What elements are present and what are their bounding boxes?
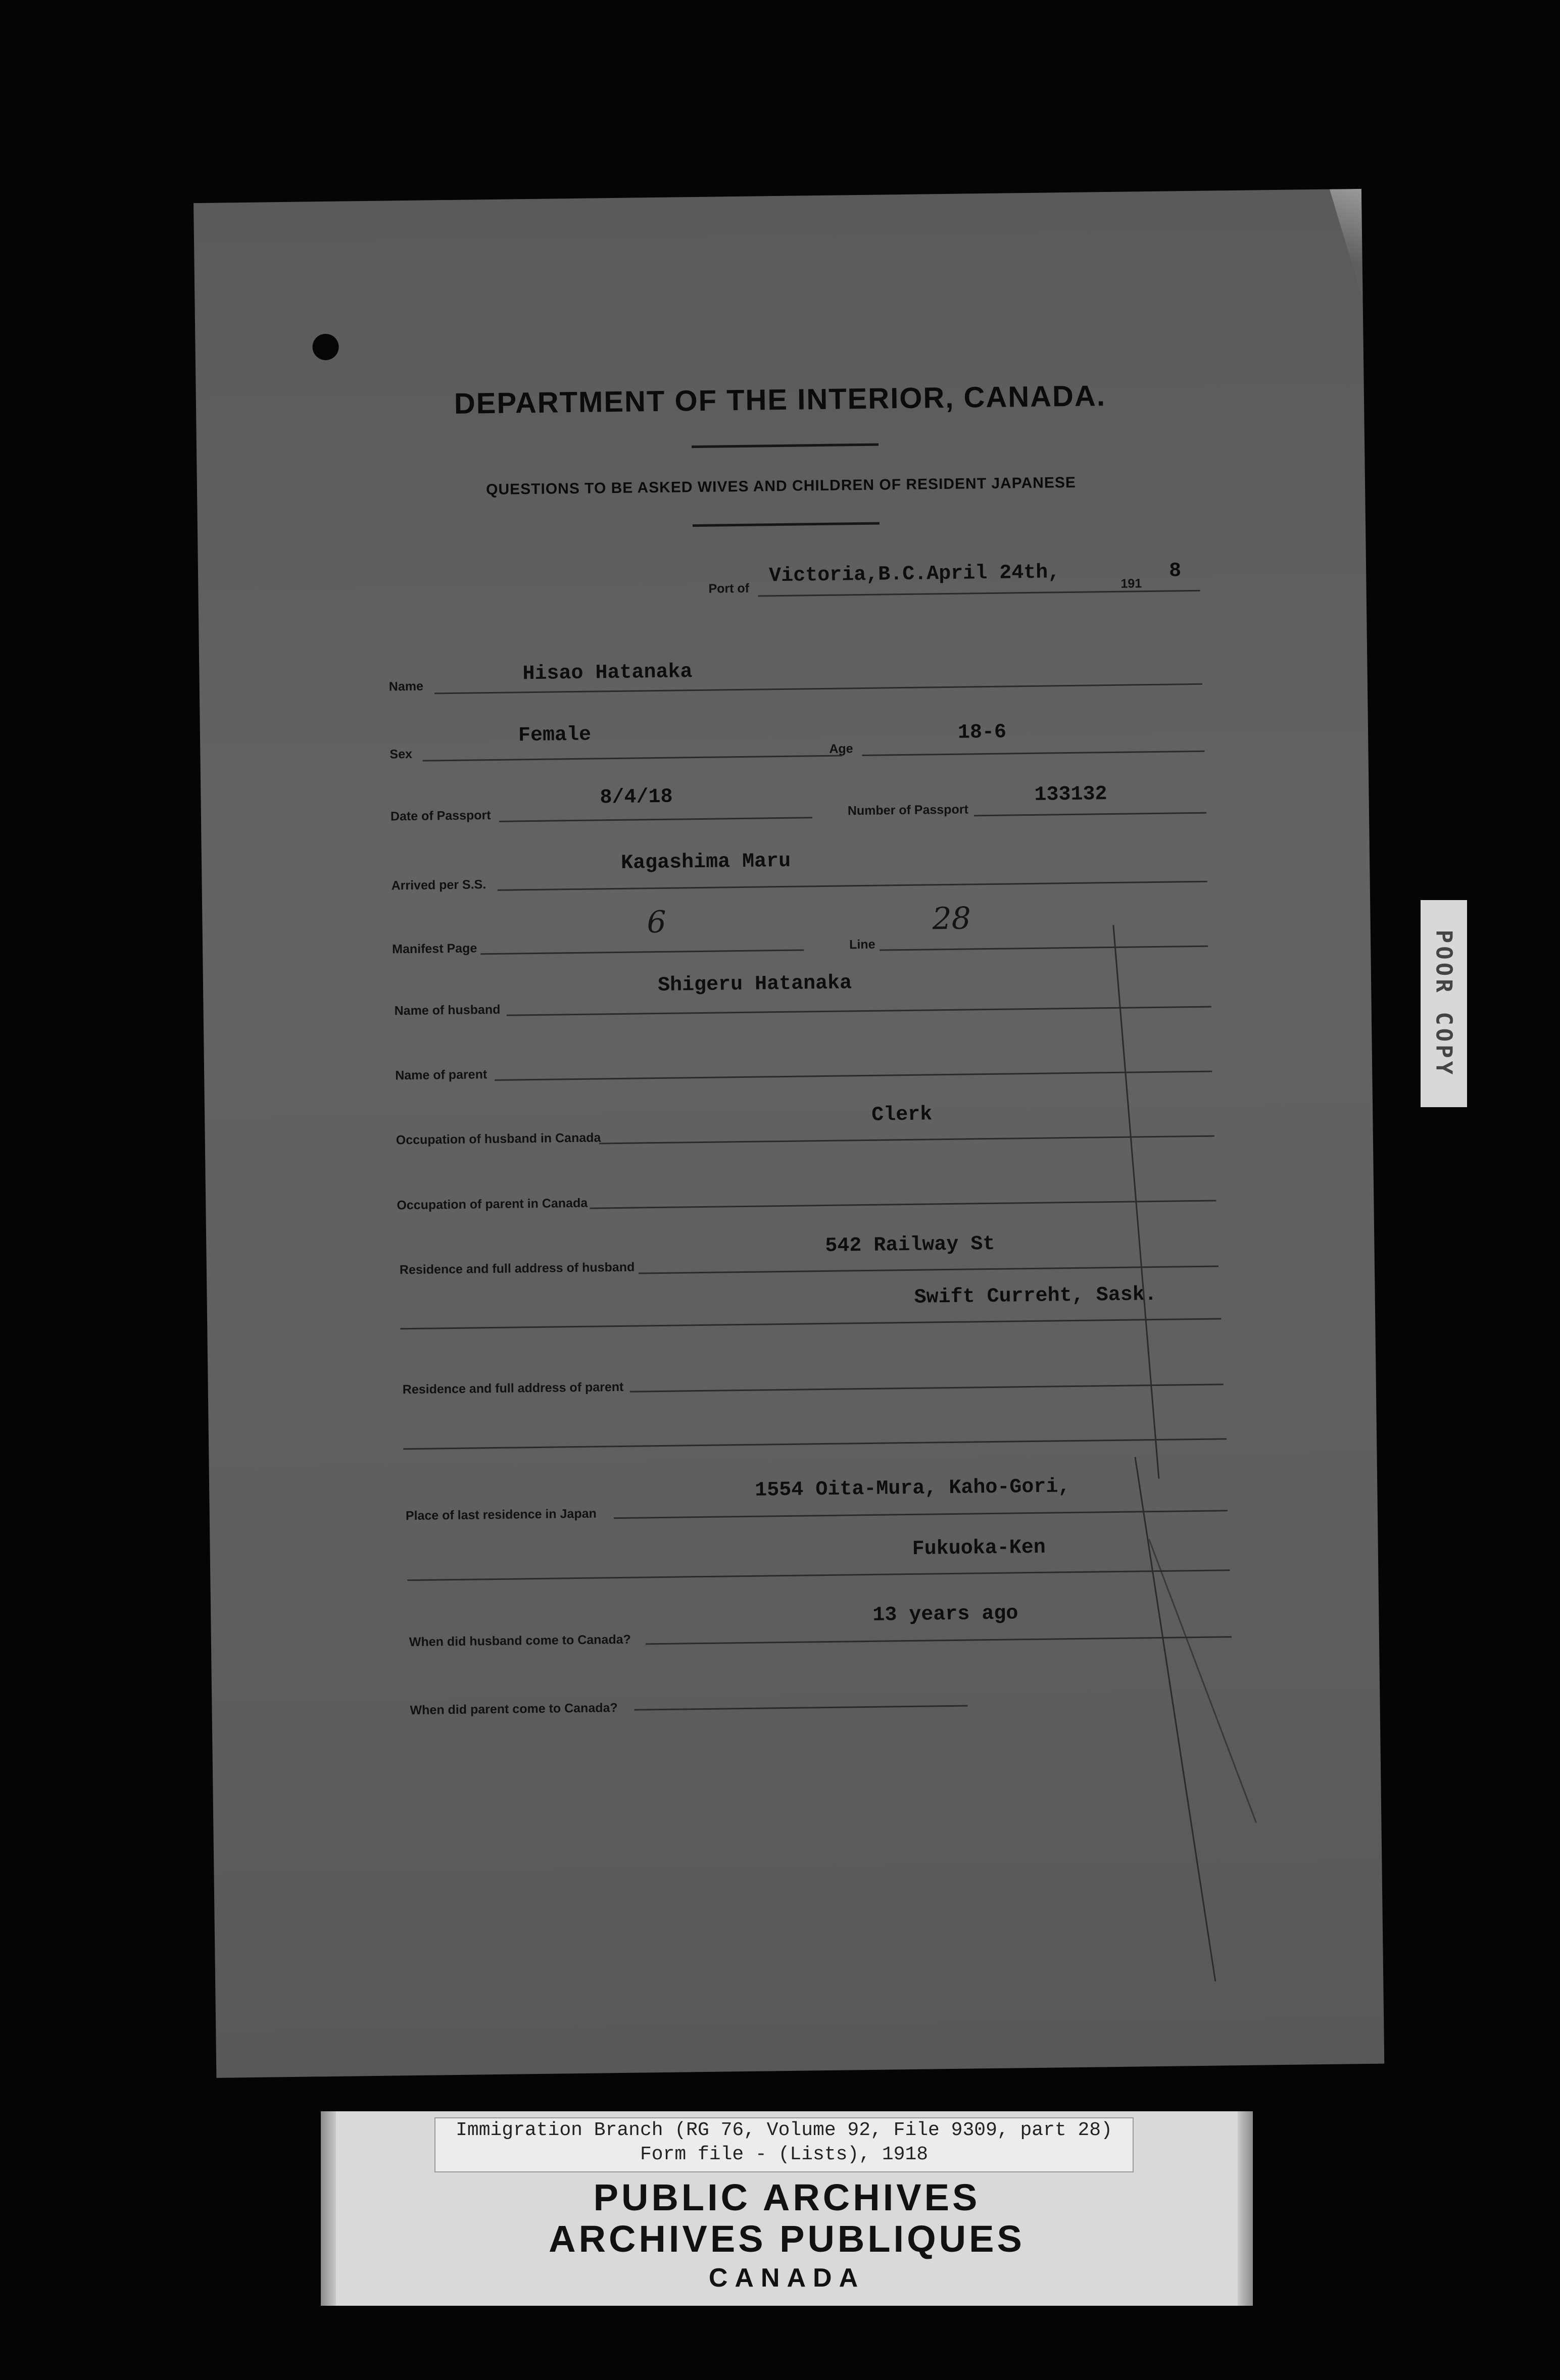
immigration-form [193, 189, 1384, 2078]
passport-date-label: Date of Passport [390, 808, 491, 824]
passport-number-value: 133132 [1034, 783, 1107, 807]
arrived-line [498, 881, 1207, 891]
arrived-label: Arrived per S.S. [391, 877, 486, 893]
husband-residence-label: Residence and full address of husband [399, 1260, 635, 1277]
archives-line-3: CANADA [708, 2263, 865, 2293]
archives-card [321, 2111, 1253, 2306]
reference-line-1: Immigration Branch (RG 76, Volume 92, File 9309, part 28) [456, 2119, 1112, 2141]
paper-crease [1148, 1539, 1257, 1823]
folded-corner [1316, 189, 1363, 301]
husband-residence-line-2 [400, 1318, 1221, 1329]
line-label: Line [849, 937, 875, 952]
name-label: Name [388, 679, 424, 694]
husband-name-line [507, 1006, 1211, 1016]
parent-occupation-line [590, 1200, 1216, 1209]
japan-residence-line-2 [407, 1569, 1230, 1581]
year-prefix: 191 [1120, 576, 1142, 591]
port-label: Port of [708, 581, 750, 596]
husband-came-value: 13 years ago [872, 1602, 1018, 1627]
parent-residence-line-2 [403, 1438, 1227, 1450]
sex-label: Sex [389, 747, 413, 762]
title-rule [692, 443, 879, 449]
passport-number-label: Number of Passport [847, 802, 968, 818]
husband-residence-line2: Swift Curreht, Sask. [914, 1283, 1157, 1309]
japan-residence-line2: Fukuoka-Ken [912, 1536, 1046, 1561]
subtitle-rule [693, 522, 880, 527]
sex-value: Female [518, 723, 592, 748]
name-value: Hisao Hatanaka [522, 661, 693, 686]
arrived-value: Kagashima Maru [620, 850, 791, 875]
parent-name-label: Name of parent [395, 1067, 488, 1083]
archives-line-2: ARCHIVES PUBLIQUES [549, 2218, 1025, 2260]
sex-line [423, 755, 842, 762]
archives-line-1: PUBLIC ARCHIVES [593, 2176, 981, 2218]
husband-name-label: Name of husband [394, 1002, 501, 1018]
age-line [862, 751, 1205, 756]
manifest-value: 6 [647, 904, 667, 940]
parent-came-line [635, 1705, 968, 1711]
paper-crease [1135, 1457, 1216, 1981]
year-suffix: 8 [1168, 560, 1182, 583]
form-title: DEPARTMENT OF THE INTERIOR, CANADA. [454, 379, 1106, 420]
form-subtitle: QUESTIONS TO BE ASKED WIVES AND CHILDREN OF RESIDENT JAPANESE [485, 474, 1077, 499]
parent-name-line [495, 1071, 1212, 1081]
passport-date-value: 8/4/18 [600, 785, 673, 810]
passport-date-line [499, 817, 812, 822]
husband-occupation-line [599, 1135, 1214, 1145]
husband-residence-line1: 542 Railway St [825, 1232, 995, 1258]
poor-copy-stamp [1421, 900, 1467, 1107]
japan-residence-label: Place of last residence in Japan [405, 1506, 597, 1523]
port-value: Victoria,B.C.April 24th, [768, 561, 1060, 588]
husband-occupation-label: Occupation of husband in Canada [396, 1130, 601, 1148]
japan-residence-line1: 1554 Oita-Mura, Kaho-Gori, [755, 1475, 1070, 1502]
passport-number-line [974, 812, 1206, 817]
parent-came-label: When did parent come to Canada? [410, 1701, 618, 1718]
husband-occupation-value: Clerk [871, 1103, 933, 1127]
reference-strip [434, 2117, 1134, 2172]
poor-copy-text: POOR COPY [1431, 929, 1457, 1078]
japan-residence-line-1 [614, 1510, 1228, 1519]
parent-residence-label: Residence and full address of parent [402, 1379, 624, 1397]
husband-residence-line-1 [639, 1265, 1218, 1274]
manifest-line [480, 949, 804, 955]
line-line [880, 946, 1208, 951]
manifest-label: Manifest Page [392, 941, 477, 957]
age-label: Age [829, 741, 853, 756]
reference-line-2: Form file - (Lists), 1918 [640, 2144, 929, 2165]
punch-hole [312, 334, 339, 361]
parent-occupation-label: Occupation of parent in Canada [397, 1196, 588, 1213]
husband-name-value: Shigeru Hatanaka [657, 972, 852, 998]
husband-came-line [646, 1636, 1232, 1645]
line-value: 28 [932, 901, 971, 937]
husband-came-label: When did husband come to Canada? [409, 1632, 631, 1650]
age-value: 18-6 [957, 721, 1007, 745]
parent-residence-line-1 [630, 1383, 1224, 1392]
